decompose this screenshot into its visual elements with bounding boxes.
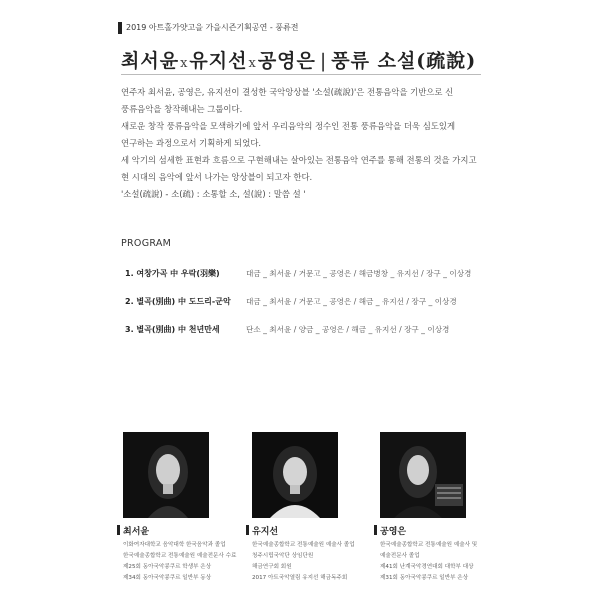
name-accent-bar (246, 525, 249, 535)
program-item-performers: 대금 _ 최서윤 / 거문고 _ 공영은 / 해금병창 _ 유지선 / 장구 _ 이상경 (246, 269, 472, 278)
program-item-title: 2. 별곡(別曲) 中 도드리-군악 (125, 297, 231, 306)
career-line: 한국예술종합학교 전통예술원 예술사 졸업 (252, 542, 355, 548)
name-accent-bar (117, 525, 120, 535)
intro-line: 풍류음악을 창작해내는 그룹이다. (121, 104, 243, 114)
performer-name: 최서윤 (123, 527, 150, 537)
program-heading: PROGRAM (121, 238, 172, 249)
performer-career (123, 540, 236, 584)
performer-photo (123, 432, 209, 518)
program-item-title: 1. 여창가곡 中 우락(羽樂) (125, 269, 220, 278)
performer-career (380, 540, 477, 584)
event-header: 2019 아트홀가얏고을 가을시즌기획공연 - 풍류전 (126, 23, 299, 32)
performer-career (252, 540, 355, 584)
group-name: 풍류 소설(疏說) (331, 50, 477, 72)
header-accent-bar (118, 22, 122, 34)
career-line: 2017 아트국악열림 유지선 해금독주회 (252, 575, 348, 581)
title-name-2: 유지선 (189, 50, 248, 72)
program-item-title: 3. 별곡(別曲) 中 천년만세 (125, 325, 220, 334)
title-divider-line (121, 74, 481, 75)
title-cross: x (248, 56, 257, 71)
performer-name: 공영은 (380, 527, 407, 537)
intro-line: 연주자 최서윤, 공영은, 유지선이 결성한 국악앙상블 '소설(疏說)'은 전통음악을 기반으로 신 (121, 87, 454, 97)
career-line: 제34회 동아국악콩쿠르 일반부 동상 (123, 575, 212, 581)
career-line: 제41회 난계국악경연대회 대학부 대상 (380, 564, 474, 570)
title-name-3: 공영은 (257, 50, 316, 72)
career-line: 한국예술종합학교 전통예술원 예술전문사 수료 (123, 553, 237, 559)
title-cross: x (180, 56, 189, 71)
name-accent-bar (374, 525, 377, 535)
intro-text (121, 84, 483, 203)
career-line: 예술전문사 졸업 (380, 553, 420, 559)
title-divider: | (319, 50, 328, 72)
career-line: 이화여자대학교 음악대학 한국음악과 졸업 (123, 542, 226, 548)
profile-card (123, 432, 237, 581)
intro-line: 현 시대의 음악에 앞서 나가는 앙상블이 되고자 한다. (121, 172, 313, 182)
career-line: 청주시립국악단 상임단원 (252, 553, 314, 559)
career-line: 한국예술종합학교 전통예술원 예술사 및 (380, 542, 478, 548)
intro-line: 새로운 창작 풍류음악을 모색하기에 앞서 우리음악의 정수인 전통 풍류음악을 더욱 심도있게 (121, 121, 456, 131)
intro-line: 세 악기의 섬세한 표현과 흐름으로 구현해내는 살아있는 전통음악 연주를 통해 전통의 것을 가지고 (121, 155, 477, 165)
performer-photo (380, 432, 466, 518)
program-item-performers: 대금 _ 최서윤 / 거문고 _ 공영은 / 해금 _ 유지선 / 장구 _ 이상경 (246, 297, 457, 306)
intro-line: '소설(疏說) - 소(疏) : 소통할 소, 설(說) : 말씀 설 ' (121, 189, 306, 199)
title-name-1: 최서윤 (121, 50, 180, 72)
career-line: 제25회 동아국악콩쿠르 학생부 은상 (123, 564, 212, 570)
intro-line: 연구하는 과정으로서 기획하게 되었다. (121, 138, 262, 148)
career-line: 해금연구회 회원 (252, 564, 292, 570)
performer-name: 유지선 (252, 527, 279, 537)
career-line: 제31회 동아국악콩쿠르 일반부 은상 (380, 575, 469, 581)
profile-card (380, 432, 492, 581)
program-item-performers: 단소 _ 최서윤 / 양금 _ 공영은 / 해금 _ 유지선 / 장구 _ 이상경 (246, 325, 450, 334)
performer-photo (252, 432, 338, 518)
page-title (121, 46, 476, 73)
profile-card (252, 432, 364, 581)
